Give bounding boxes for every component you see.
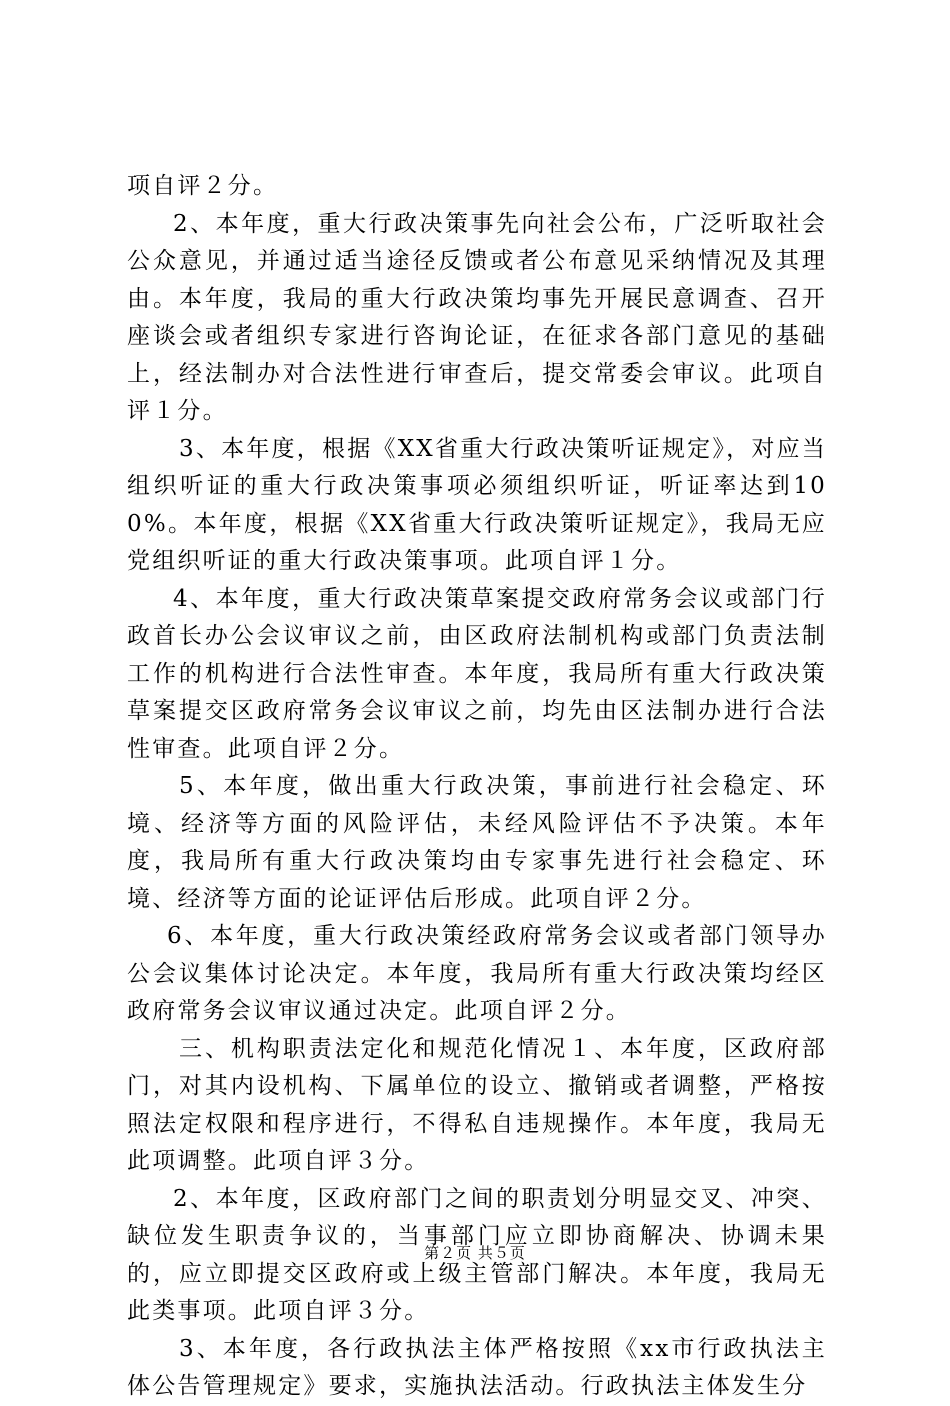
paragraph-4: 4、本年度，重大行政决策草案提交政府常务会议或部门行政首长办公会议审议之前，由区政府法制机构或部门负责法制工作的机构进行合法性审查。本年度，我局所有重大行政决策草案提交区政府常务会议审议之前，均先由区法制办进行合法性审查。此项自评２分。 <box>127 585 827 762</box>
paragraph-9: 3、本年度，各行政执法主体严格按照《xx市行政执法主体公告管理规定》要求，实施执法活动。行政执法主体发生分 <box>127 1335 827 1399</box>
page-number: 第２页 共５页 <box>424 1244 526 1262</box>
document-body <box>127 168 827 1406</box>
page-footer <box>0 1243 950 1263</box>
paragraph-1: 项自评２分。 <box>127 173 279 199</box>
paragraph-6: 6、本年度，重大行政决策经政府常务会议或者部门领导办公会议集体讨论决定。本年度，我局所有重大行政决策均经区政府常务会议审议通过决定。此项自评２分。 <box>127 923 827 1024</box>
paragraph-5: 5、本年度，做出重大行政决策，事前进行社会稳定、环境、经济等方面的风险评估，未经风险评估不予决策。本年度，我局所有重大行政决策均由专家事先进行社会稳定、环境、经济等方面的论证评估后形成。此项自评２分。 <box>127 773 827 912</box>
paragraph-8: 2、本年度，区政府部门之间的职责划分明显交叉、冲突、缺位发生职责争议的，当事部门应立即协商解决、协调未果的，应立即提交区政府或上级主管部门解决。本年度，我局无此类事项。此项自评３分。 <box>127 1185 827 1324</box>
paragraph-3: 3、本年度，根据《XX省重大行政决策听证规定》，对应当组织听证的重大行政决策事项必须组织听证，听证率达到100%。本年度，根据《XX省重大行政决策听证规定》，我局无应党组织听证的重大行政决策事项。此项自评１分。 <box>127 435 827 574</box>
paragraph-7: 三、机构职责法定化和规范化情况１、本年度，区政府部门，对其内设机构、下属单位的设立、撤销或者调整，严格按照法定权限和程序进行，不得私自违规操作。本年度，我局无此项调整。此项自评３分。 <box>127 1035 827 1174</box>
paragraph-2: 2、本年度，重大行政决策事先向社会公布，广泛听取社会公众意见，并通过适当途径反馈或者公布意见采纳情况及其理由。本年度，我局的重大行政决策均事先开展民意调查、召开座谈会或者组织专家进行咨询论证，在征求各部门意见的基础上，经法制办对合法性进行审查后，提交常委会审议。此项自评１分。 <box>127 210 827 424</box>
